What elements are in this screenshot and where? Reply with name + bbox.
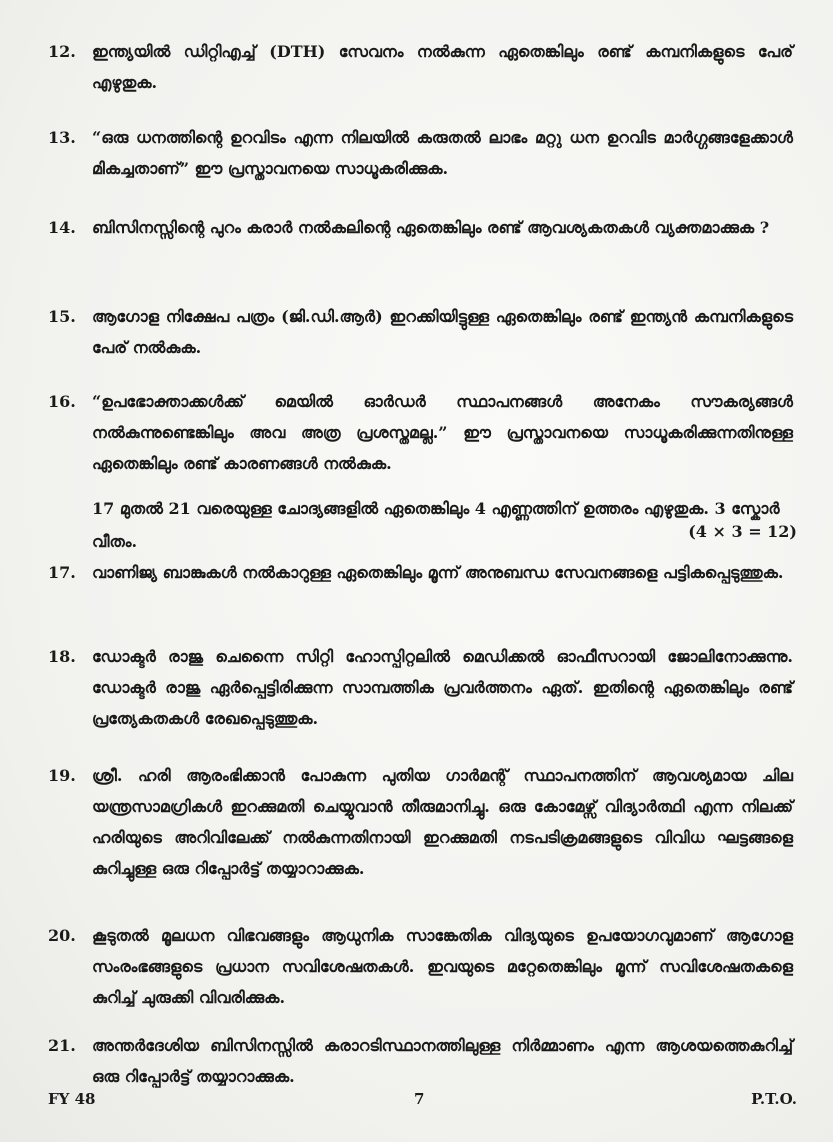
question-text: ഡോക്ടർ രാജു ചെന്നൈ സിറ്റി ഹോസ്പിറ്റലിൽ മെഡിക്കൽ ഓഫീസറായി ജോലിനോക്കുന്നു. ഡോക്ടർ രാജു ഏർപ്പെട്ടിരിക്കുന്ന സാമ്പത്തിക പ്രവർത്തനം ഏത്. ഇതിന്റെ ഏതെങ്കിലും രണ്ട് പ്രത്യേകതകൾ രേഖപ്പെടുത്തുക. bbox=[92, 647, 793, 728]
question-text: അന്തർദേശിയ ബിസിനസ്സിൽ കരാറടിസ്ഥാനത്തിലുള്ള നിർമ്മാണം എന്ന ആശയത്തെകുറിച്ച് ഒരു റിപ്പോർട്ട് തയ്യാറാക്കുക. bbox=[92, 1036, 793, 1086]
question-number: 16. bbox=[48, 392, 76, 411]
question-21 bbox=[48, 1030, 793, 1092]
question-14 bbox=[48, 212, 793, 243]
pto-label: P.T.O. bbox=[751, 1090, 797, 1108]
instruction-text: 17 മുതൽ 21 വരെയുള്ള ചോദ്യങ്ങളിൽ ഏതെങ്കിലും 4 എണ്ണത്തിന് ഉത്തരം എഴുതുക. 3 സ്കോർ വീതം. bbox=[92, 499, 780, 551]
section-marks: (4 × 3 = 12) bbox=[688, 522, 797, 541]
question-text: “ഉപഭോക്താക്കൾക്ക് മെയിൽ ഓർഡർ സ്ഥാപനങ്ങൾ അനേകം സൗകര്യങ്ങൾ നൽകുന്നുണ്ടെങ്കിലും അവ അത്ര പ്രശസ്തമല്ല.” ഈ പ്രസ്താവനയെ സാധൂകരിക്കുന്നതിനുള്ള ഏതെങ്കിലും രണ്ട് കാരണങ്ങൾ നൽകുക. bbox=[92, 392, 793, 473]
question-text: കൂടുതൽ മൂലധന വിഭവങ്ങളും ആധുനിക സാങ്കേതിക വിദ്യയുടെ ഉപയോഗവുമാണ് ആഗോള സംരംഭങ്ങളുടെ പ്രധാന സവിശേഷതകൾ. ഇവയുടെ മറ്റേതെങ്കിലും മൂന്ന് സവിശേഷതകളെ കുറിച്ച് ചുരുക്കി വിവരിക്കുക. bbox=[92, 926, 793, 1007]
question-number: 17. bbox=[48, 563, 76, 582]
question-text: ശ്രീ. ഹരി ആരംഭിക്കാൻ പോകുന്ന പുതിയ ഗാർമന്റ് സ്ഥാപനത്തിന് ആവശ്യമായ ചില യന്ത്രസാമഗ്രികൾ ഇറക്കുമതി ചെയ്യുവാൻ തീരുമാനിച്ചു. ഒരു കോമേഴ്സ് വിദ്യാർത്ഥി എന്ന നിലക്ക് ഹരിയുടെ അറിവിലേക്ക് നൽകുന്നതിനായി ഇറക്കുമതി നടപടിക്രമങ്ങളുടെ വിവിധ ഘട്ടങ്ങളെ കുറിച്ചുള്ള ഒരു റിപ്പോർട്ട് തയ്യാറാക്കുക. bbox=[92, 766, 793, 878]
question-16 bbox=[48, 386, 793, 479]
question-text: ബിസിനസ്സിന്റെ പുറം കരാർ നൽകലിന്റെ ഏതെങ്കിലും രണ്ട് ആവശ്യകതകൾ വ്യക്തമാക്കുക ? bbox=[92, 218, 770, 237]
question-19 bbox=[48, 760, 793, 884]
question-15 bbox=[48, 301, 793, 363]
question-number: 21. bbox=[48, 1036, 76, 1055]
question-text: ഇന്ത്യയിൽ ഡിറ്റിഎച്ച് (DTH) സേവനം നൽകുന്ന ഏതെങ്കിലും രണ്ട് കമ്പനികളുടെ പേര് എഴുതുക. bbox=[92, 42, 793, 92]
question-number: 15. bbox=[48, 307, 76, 326]
page-number: 7 bbox=[414, 1090, 425, 1108]
question-text: ആഗോള നിക്ഷേപ പത്രം (ജി.ഡി.ആർ) ഇറക്കിയിട്ടുള്ള ഏതെങ്കിലും രണ്ട് ഇന്ത്യൻ കമ്പനികളുടെ പേര് നൽകുക. bbox=[92, 307, 793, 357]
question-text: വാണിജ്യ ബാങ്കുകൾ നൽകാറുള്ള ഏതെങ്കിലും മൂന്ന് അനുബന്ധ സേവനങ്ങളെ പട്ടികപ്പെടുത്തുക. bbox=[92, 563, 784, 582]
question-20 bbox=[48, 920, 793, 1013]
question-number: 12. bbox=[48, 42, 76, 61]
question-18 bbox=[48, 641, 793, 734]
question-number: 18. bbox=[48, 647, 76, 666]
question-number: 14. bbox=[48, 218, 76, 237]
question-12 bbox=[48, 36, 793, 98]
question-17 bbox=[48, 557, 793, 588]
paper-code: FY 48 bbox=[48, 1090, 96, 1108]
question-number: 20. bbox=[48, 926, 76, 945]
question-number: 13. bbox=[48, 128, 76, 147]
question-13 bbox=[48, 122, 793, 184]
question-text: “ഒരു ധനത്തിന്റെ ഉറവിടം എന്ന നിലയിൽ കരുതൽ ലാഭം മറ്റു ധന ഉറവിട മാർഗ്ഗങ്ങളേക്കാൾ മികച്ചതാണ്” ഈ പ്രസ്താവനയെ സാധൂകരിക്കുക. bbox=[92, 128, 793, 178]
question-number: 19. bbox=[48, 766, 76, 785]
